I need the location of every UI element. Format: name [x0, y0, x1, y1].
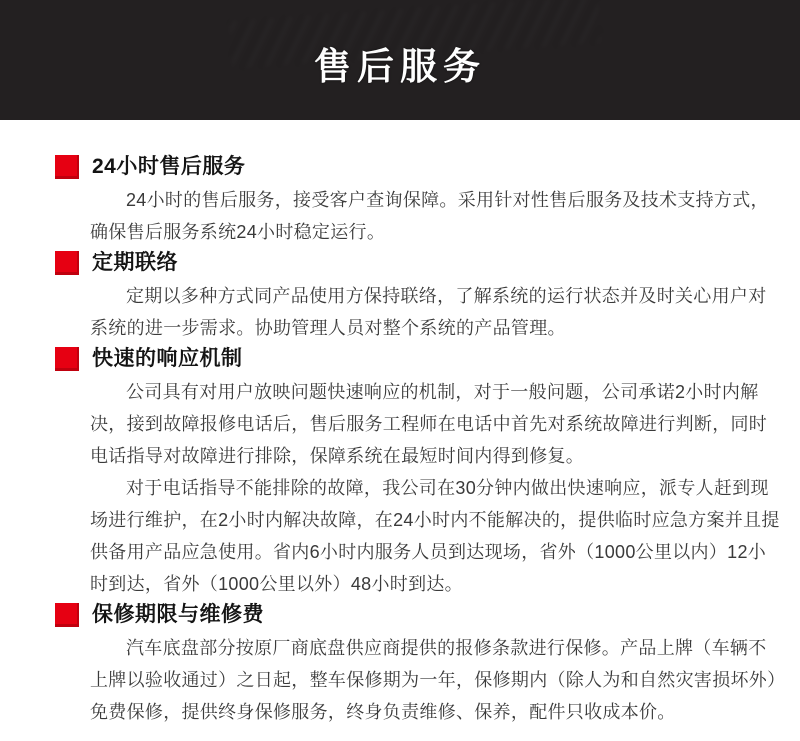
- service-section: [55, 602, 780, 728]
- page-title: 售后服务: [314, 46, 486, 87]
- section-paragraph: 对于电话指导不能排除的故障，我公司在30分钟内做出快速响应，派专人赶到现场进行维护，在2小时内解决故障，在24小时内不能解决的，提供临时应急方案并且提供备用产品应急使用。省内6小时内服务人员到达现场，省外（1000公里以内）12小时到达，省外（1000公里以外）48小时到达。: [90, 478, 780, 594]
- section-paragraph: 24小时的售后服务，接受客户查询保障。采用针对性售后服务及技术支持方式，确保售后服务系统24小时稳定运行。: [90, 190, 769, 242]
- service-section: [55, 346, 780, 600]
- red-square-bullet-icon: [55, 603, 79, 627]
- section-paragraph: 公司具有对用户放映问题快速响应的机制，对于一般问题，公司承诺2小时内解决，接到故障报修电话后，售后服务工程师在电话中首先对系统故障进行判断，同时电话指导对故障进行排除，保障系统在最短时间内得到修复。: [90, 382, 768, 466]
- red-square-bullet-icon: [55, 155, 79, 179]
- section-heading: 24小时售后服务: [92, 155, 246, 178]
- section-heading: 保修期限与维修费: [92, 603, 264, 626]
- section-heading-row: [55, 346, 780, 372]
- sections-container: [0, 154, 800, 728]
- red-square-bullet-icon: [55, 347, 79, 371]
- section-heading: 快速的响应机制: [92, 347, 243, 370]
- section-heading-row: [55, 154, 780, 180]
- service-section: [55, 250, 780, 344]
- section-heading-row: [55, 250, 780, 276]
- section-paragraph: 定期以多种方式同产品使用方保持联络，了解系统的运行状态并及时关心用户对系统的进一步需求。协助管理人员对整个系统的产品管理。: [90, 286, 767, 338]
- red-square-bullet-icon: [55, 251, 79, 275]
- service-section: [55, 154, 780, 248]
- section-heading-row: [55, 602, 780, 628]
- page-header-banner: [0, 0, 800, 120]
- section-heading: 定期联络: [92, 251, 178, 274]
- section-paragraph: 汽车底盘部分按原厂商底盘供应商提供的报修条款进行保修。产品上牌（车辆不上牌以验收通过）之日起，整车保修期为一年，保修期内（除人为和自然灾害损坏外）免费保修，提供终身保修服务，终身负责维修、保养，配件只收成本价。: [90, 638, 777, 722]
